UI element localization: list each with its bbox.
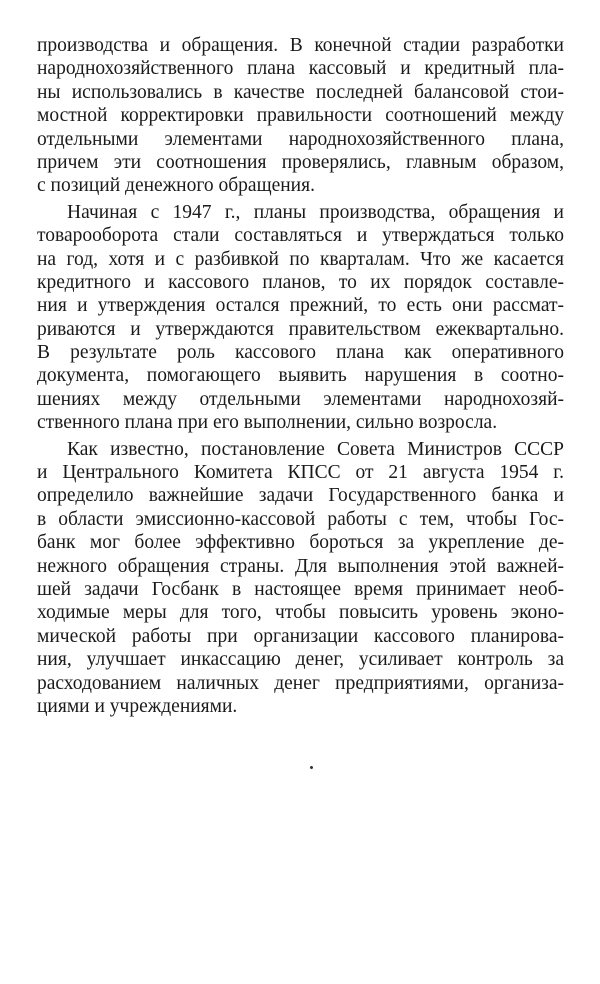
text-line: производства и обращения. В конечной стадии разработки: [37, 35, 564, 56]
text-line: кредитного и кассового планов, то их порядок составле-: [37, 271, 564, 293]
text-line: ственного плана при его выполнении, сильно возросла.: [37, 412, 498, 434]
print-speck: [309, 765, 313, 769]
text-line: документа, помогающего выявить нарушения в соотно-: [37, 365, 564, 387]
text-line: в области эмиссионно-кассовой работы с тем, чтобы Гос-: [37, 508, 564, 530]
text-line: мической работы при организации кассового планирова-: [37, 625, 564, 647]
text-line: с позиций денежного обращения.: [37, 175, 315, 197]
text-line: на год, хотя и с разбивкой по кварталам. Что же касается: [37, 248, 564, 270]
text-line: ходимые меры для того, чтобы повысить уровень эконо-: [37, 602, 564, 624]
text-line: ния и утверждения остался прежний, то есть они рассмат-: [37, 295, 564, 317]
paragraph-3: [37, 438, 564, 719]
text-line: Начиная с 1947 г., планы производства, обращения и: [67, 201, 564, 223]
text-line: шениях между отдельными элементами народнохозяй-: [37, 388, 564, 410]
text-line: Как известно, постановление Совета Министров СССР: [67, 438, 564, 460]
text-line: мостной корректировки правильности соотношений между: [37, 105, 564, 127]
text-line: народнохозяйственного плана кассовый и кредитный пла-: [37, 58, 564, 80]
text-line: циями и учреждениями.: [37, 695, 238, 717]
text-line: отдельными элементами народнохозяйственного плана,: [37, 128, 564, 150]
text-line: риваются и утверждаются правительством ежеквартально.: [37, 318, 564, 340]
text-line: ны использовались в качестве последней балансовой стои-: [37, 81, 564, 103]
text-line: и Центрального Комитета КПСС от 21 августа 1954 г.: [37, 462, 564, 484]
text-line: В результате роль кассового плана как оперативного: [37, 342, 564, 364]
text-line: шей задачи Госбанк в настоящее время принимает необ-: [37, 578, 564, 600]
text-line: нежного обращения страны. Для выполнения этой важней-: [37, 555, 564, 577]
body-text: [37, 34, 564, 718]
text-line: товарооборота стали составляться и утверждаться только: [37, 225, 564, 247]
paragraph-1: [37, 34, 564, 198]
text-line: ния, улучшает инкассацию денег, усиливает контроль за: [37, 649, 564, 671]
paragraph-2: [37, 201, 564, 435]
text-line: причем эти соотношения проверялись, главным образом,: [37, 151, 564, 173]
text-line: банк мог более эффективно бороться за укрепление де-: [37, 532, 564, 554]
text-line: расходованием наличных денег предприятиями, организа-: [37, 672, 564, 694]
text-line: определило важнейшие задачи Государственного банка и: [37, 485, 564, 507]
